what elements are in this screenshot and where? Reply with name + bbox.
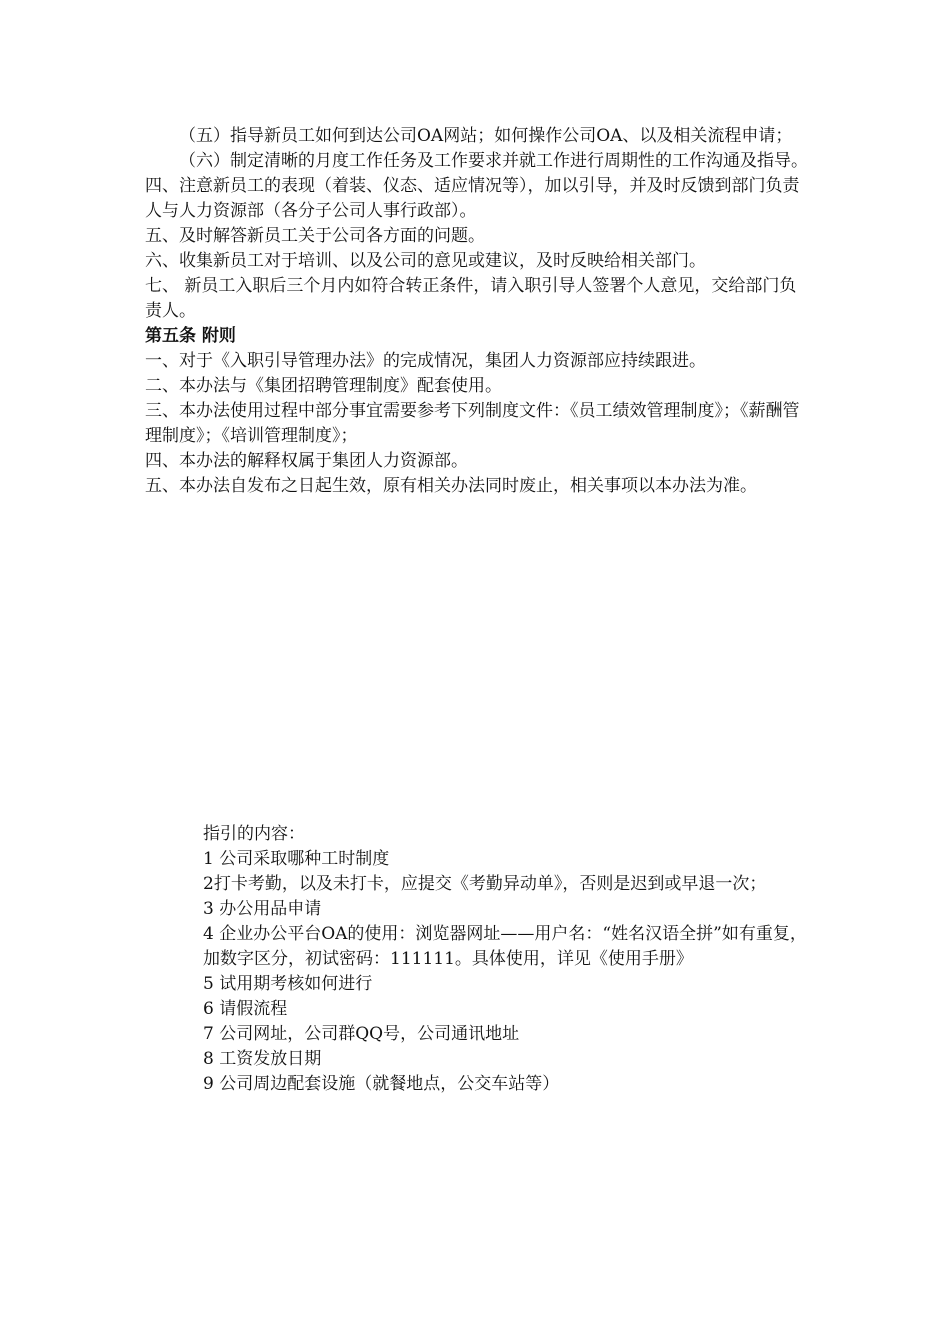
article-five-item-3: 三、本办法使用过程中部分事宜需要参考下列制度文件：《员工绩效管理制度》；《薪酬管理制度》；《培训管理制度》； — [145, 401, 800, 446]
guide-item-7: 7 公司网址，公司群QQ号，公司通讯地址 — [203, 1024, 520, 1044]
guide-title: 指引的内容： — [203, 824, 305, 844]
guide-content-block — [203, 822, 815, 1097]
upper-text-block — [145, 124, 834, 499]
paragraph-six: （六）制定清晰的月度工作任务及工作要求并就工作进行周期性的工作沟通及指导。 四、注意新员工的表现（着装、仪态、适应情况等），加以引导，并及时反馈到部门负责人与人力资源部（各分子公司人事行政部）。 — [145, 151, 834, 221]
article-five-item-5: 五、本办法自发布之日起生效，原有相关办法同时废止，相关事项以本办法为准。 — [145, 476, 757, 496]
paragraph-item-5: 五、及时解答新员工关于公司各方面的问题。 — [145, 226, 485, 246]
paragraph-five: （五）指导新员工如何到达公司OA网站；如何操作公司OA、以及相关流程申请； — [179, 126, 793, 146]
guide-item-1: 1 公司采取哪种工时制度 — [203, 849, 390, 869]
article-five-item-2: 二、本办法与《集团招聘管理制度》配套使用。 — [145, 376, 502, 396]
paragraph-item-7: 七、 新员工入职后三个月内如符合转正条件，请入职引导人签署个人意见，交给部门负责人。 — [145, 276, 797, 321]
article-five-item-1: 一、对于《入职引导管理办法》的完成情况，集团人力资源部应持续跟进。 — [145, 351, 706, 371]
guide-item-5: 5 试用期考核如何进行 — [203, 974, 373, 994]
guide-item-8: 8 工资发放日期 — [203, 1049, 322, 1069]
article-five-heading: 第五条 附则 — [145, 326, 236, 346]
article-five-item-4: 四、本办法的解释权属于集团人力资源部。 — [145, 451, 468, 471]
guide-item-2: 2打卡考勤，以及未打卡，应提交《考勤异动单》，否则是迟到或早退一次； — [203, 874, 767, 894]
guide-item-4: 4 企业办公平台OA的使用：浏览器网址——用户名：“姓名汉语全拼”如有重复，加数字区分，初试密码：111111。具体使用，详见《使用手册》 — [203, 924, 807, 969]
paragraph-item-6: 六、收集新员工对于培训、以及公司的意见或建议，及时反映给相关部门。 — [145, 251, 706, 271]
guide-item-9: 9 公司周边配套设施（就餐地点，公交车站等） — [203, 1074, 560, 1094]
guide-item-6: 6 请假流程 — [203, 999, 288, 1019]
guide-item-3: 3 办公用品申请 — [203, 899, 322, 919]
